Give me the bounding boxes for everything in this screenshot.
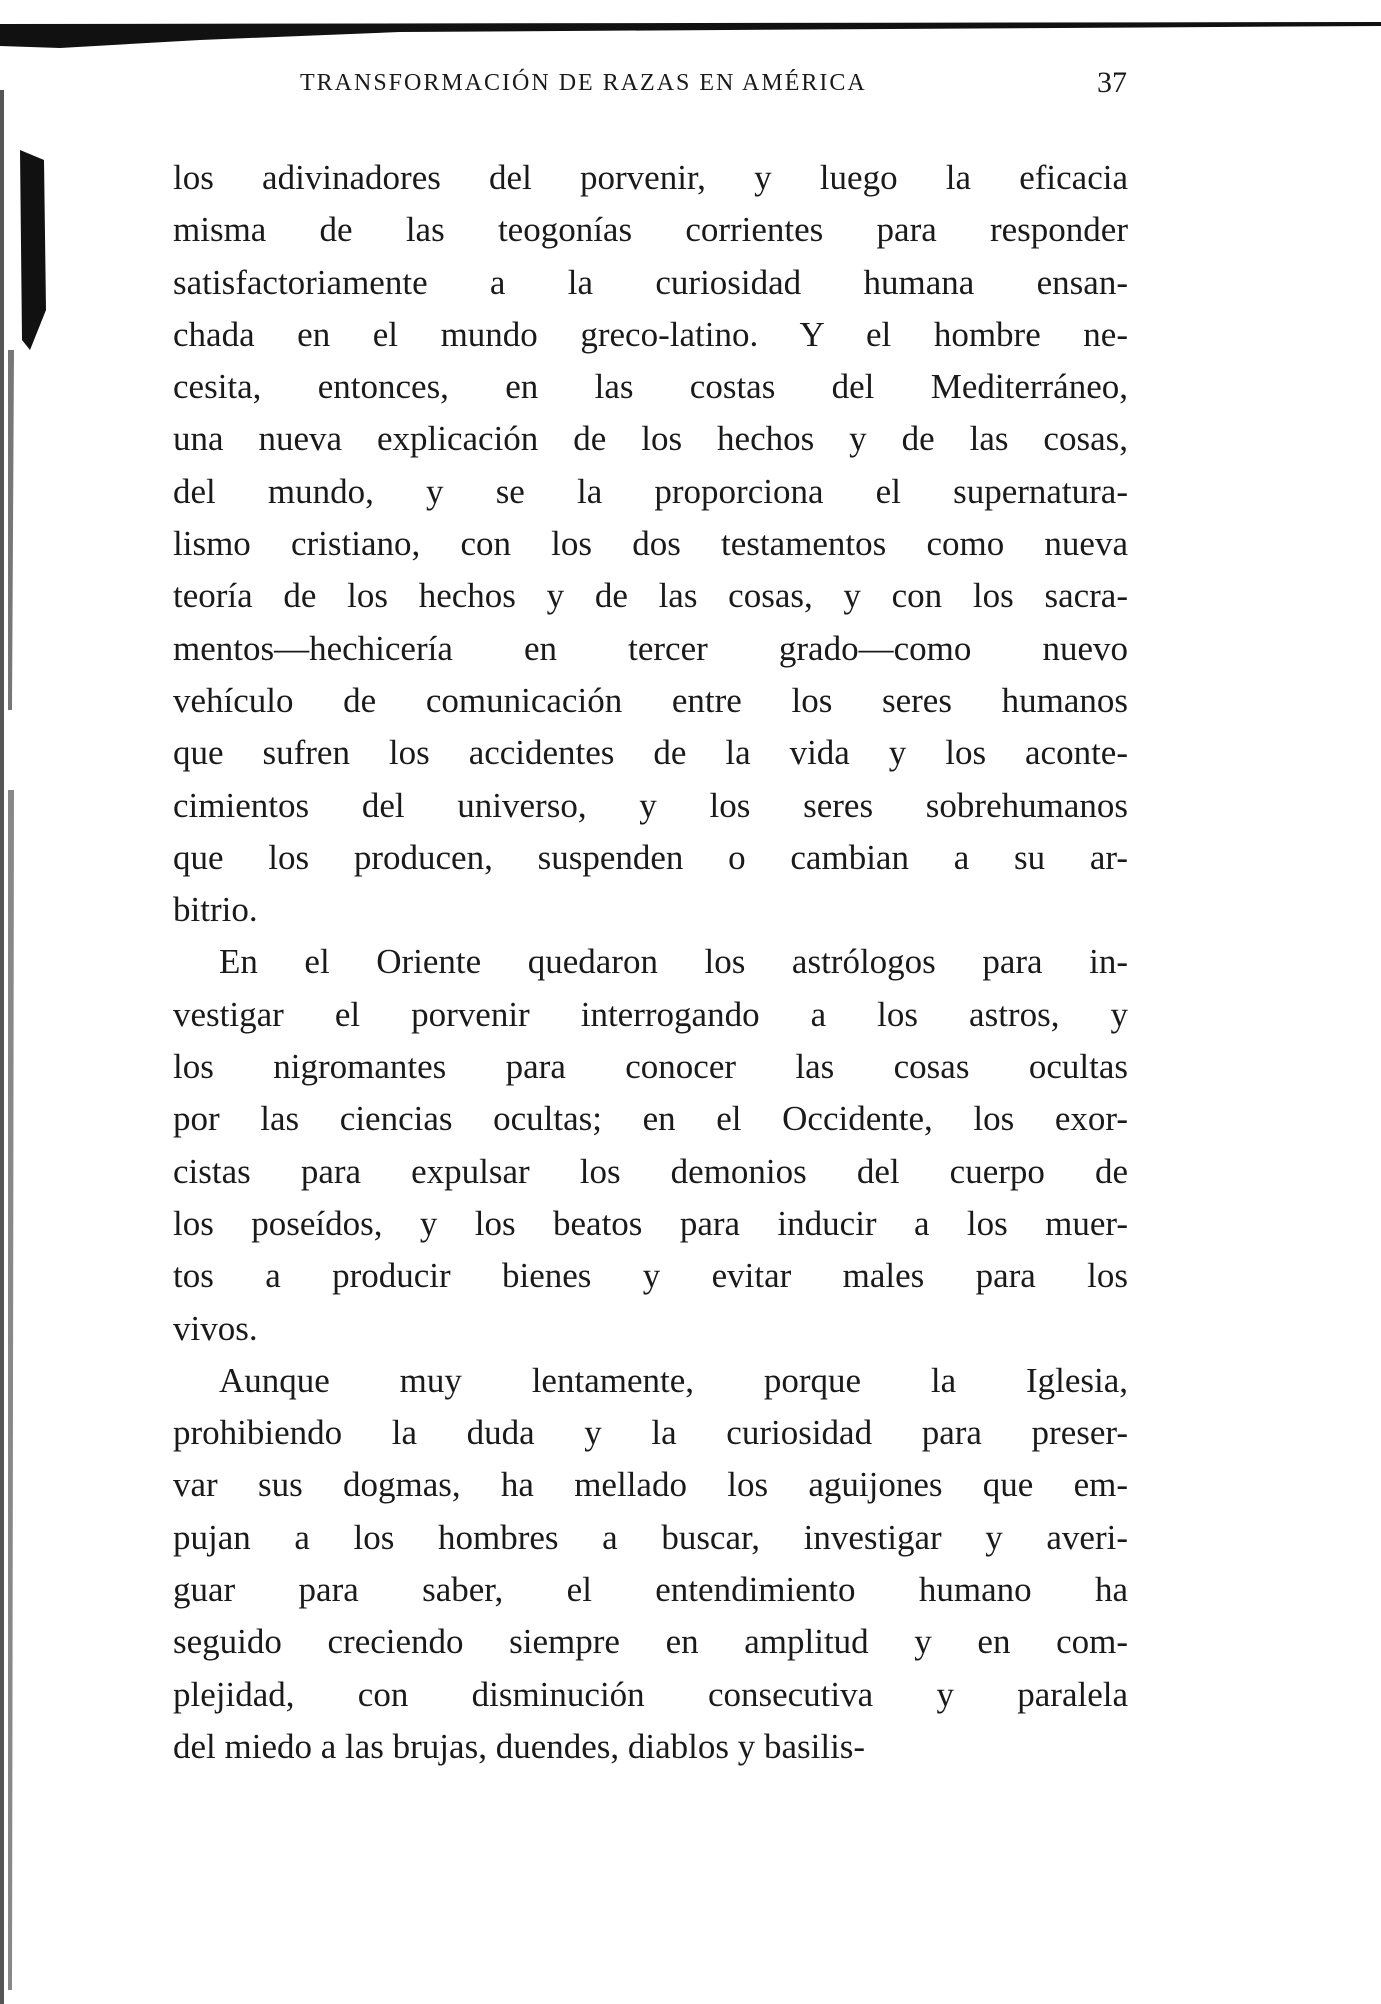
text-line: satisfactoriamente a la curiosidad humana ensan-: [173, 262, 1128, 302]
page-body-text: [173, 152, 1128, 1773]
text-line: En el Oriente quedaron los astrólogos para in-: [219, 942, 1128, 982]
text-line: cistas para expulsar los demonios del cuerpo de: [173, 1151, 1128, 1191]
text-line: pujan a los hombres a buscar, investigar y averi-: [173, 1517, 1128, 1557]
text-line: cimientos del universo, y los seres sobrehumanos: [173, 785, 1128, 825]
text-line: que sufren los accidentes de la vida y los aconte-: [173, 733, 1128, 773]
text-line: Aunque muy lentamente, porque la Iglesia,: [219, 1360, 1128, 1400]
text-line: una nueva explicación de los hechos y de las cosas,: [173, 419, 1128, 459]
text-line: chada en el mundo greco-latino. Y el hombre ne-: [173, 314, 1128, 354]
running-header: [300, 66, 1127, 106]
text-line: los nigromantes para conocer las cosas ocultas: [173, 1047, 1128, 1087]
text-line: plejidad, con disminución consecutiva y paralela: [173, 1674, 1128, 1714]
paragraph: [173, 152, 1128, 936]
paragraph: [173, 936, 1128, 1354]
text-line: los poseídos, y los beatos para inducir a los muer-: [173, 1203, 1128, 1243]
text-line: del miedo a las brujas, duendes, diablos y basilis-: [173, 1726, 866, 1766]
paragraph: [173, 1355, 1128, 1773]
text-line: seguido creciendo siempre en amplitud y en com-: [173, 1622, 1128, 1662]
text-line: que los producen, suspenden o cambian a su ar-: [173, 837, 1128, 877]
running-header-title: TRANSFORMACIÓN DE RAZAS EN AMÉRICA: [300, 70, 867, 96]
page-number: 37: [1097, 66, 1127, 99]
text-line: vehículo de comunicación entre los seres humanos: [173, 680, 1128, 720]
text-line: los adivinadores del porvenir, y luego la eficacia: [173, 158, 1128, 197]
text-line: teoría de los hechos y de las cosas, y con los sacra-: [173, 576, 1128, 616]
text-line: vestigar el porvenir interrogando a los astros, y: [173, 994, 1128, 1034]
scan-top-edge-shadow: [0, 22, 1381, 48]
scan-binding-edge: [0, 90, 52, 2004]
text-line: lismo cristiano, con los dos testamentos como nueva: [173, 524, 1128, 564]
text-line: guar para saber, el entendimiento humano ha: [173, 1570, 1128, 1610]
text-line: cesita, entonces, en las costas del Mediterráneo,: [173, 367, 1128, 407]
text-line: del mundo, y se la proporciona el supernatura-: [173, 471, 1128, 511]
text-line: mentos—hechicería en tercer grado—como nuevo: [173, 628, 1128, 668]
text-line: tos a producir bienes y evitar males para los: [173, 1256, 1128, 1296]
text-line: bitrio.: [173, 890, 258, 930]
text-line: prohibiendo la duda y la curiosidad para preser-: [173, 1413, 1128, 1453]
text-line: var sus dogmas, ha mellado los aguijones que em-: [173, 1465, 1128, 1505]
text-line: vivos.: [173, 1308, 258, 1348]
text-line: misma de las teogonías corrientes para responder: [173, 210, 1128, 250]
text-line: por las ciencias ocultas; en el Occidente, los exor-: [173, 1099, 1128, 1139]
